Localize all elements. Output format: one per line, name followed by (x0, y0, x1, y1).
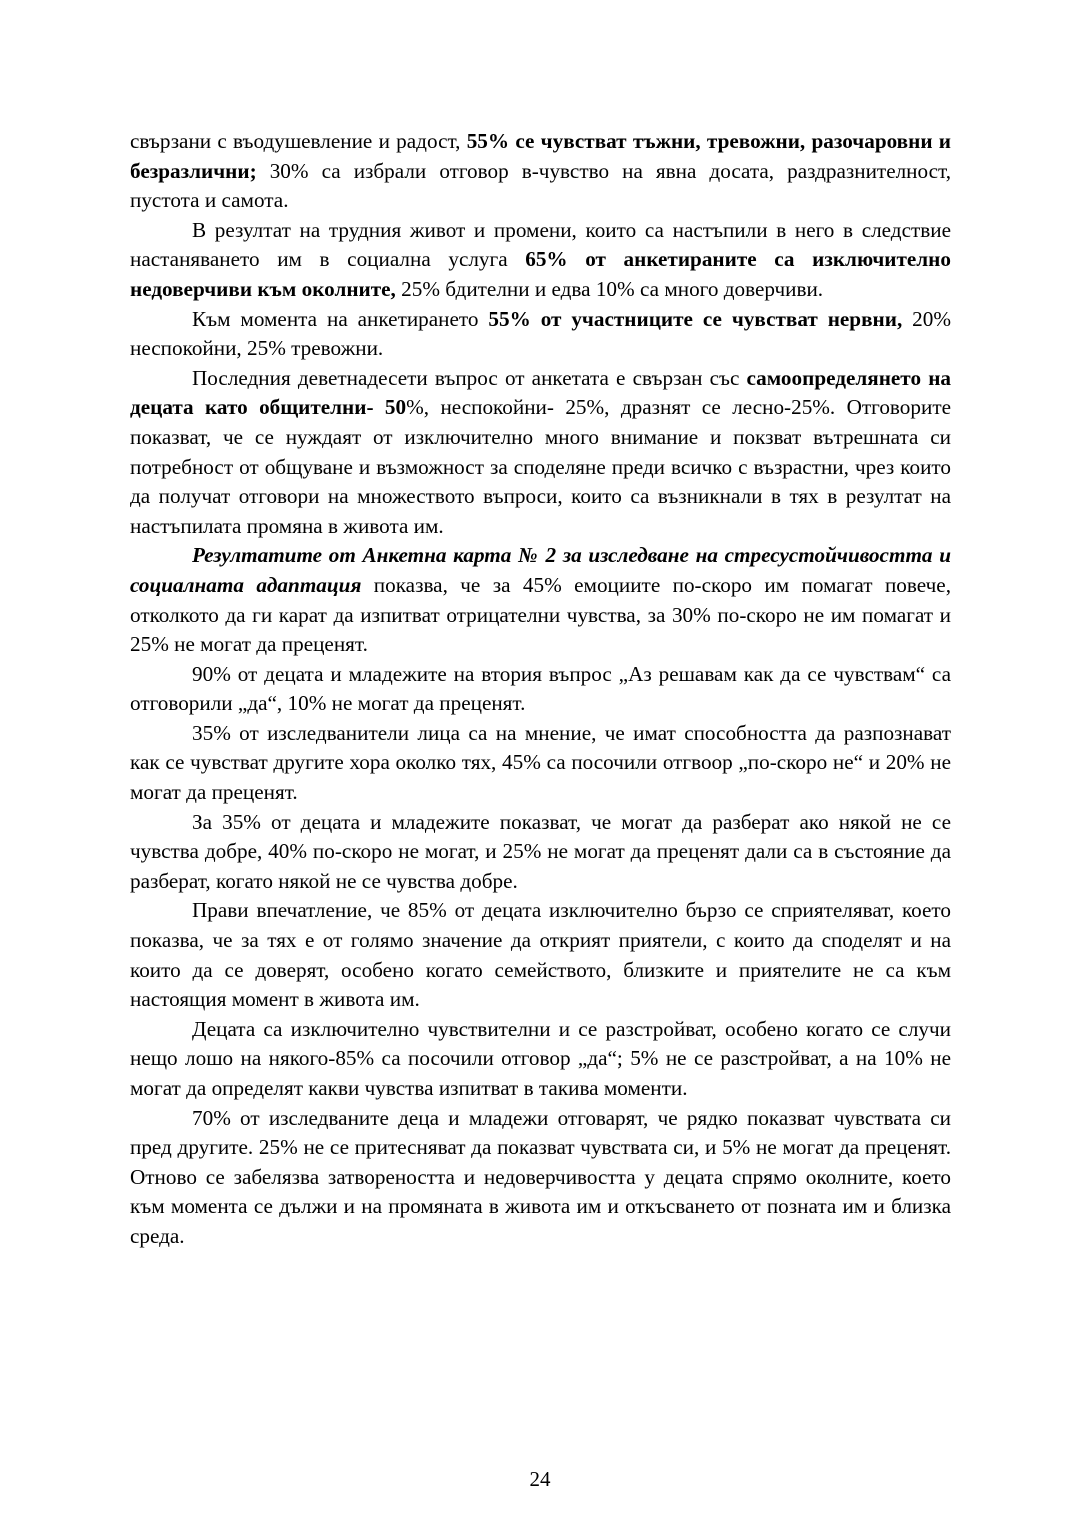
text-run: Прави впечатление, че 85% от децата изключително бързо се сприятеляват, което показва, че за тях е от голямо значение да открият приятели, с които да споделят и на които да се доверят, особено когато семейството, близките и приятелите не са към настоящия момент в живота им. (130, 898, 951, 1012)
paragraph-5 (130, 541, 951, 659)
text-run: Последния деветнадесети въпрос от анкетата е свързан със (192, 365, 747, 390)
text-run: В резултат на трудния живот и промени, които са настъпили в него в следствие настаняването им в социална услуга (130, 217, 951, 272)
page-number: 24 (529, 1467, 551, 1491)
text-run: 25% бдителни и едва 10% са много доверчиви. (395, 276, 824, 301)
text-run: 35% от изследванители лица са на мнение, че имат способността да разпознават как се чувстват другите хора околко тях, 45% са посочили отгвоор „по-скоро не“ и 20% не могат да преценят. (130, 720, 951, 805)
paragraph-2 (130, 216, 951, 305)
text-run: 30% са избрали отговор в-чувство на явна досата, раздразнителност, пустота и самота. (130, 158, 951, 213)
text-run: %, неспокойни- 25%, дразнят се лесно-25%. Отговорите показват, че се нуждаят от изключително много внимание и покзват вътрешната си потребност от общуване и възможност за споделяне преди всичко с възрастни, чрез които да получат отговори на множеството въпроси, които са възникнали в тях в резултат на настъпилата промяна в живота им. (130, 395, 951, 538)
emphasis-run: самоопределянето на децата като общителни- 50 (130, 365, 951, 420)
emphasis-run: 55% от участниците се чувстват нервни, (488, 306, 903, 331)
text-run: 70% от изследваните деца и младежи отговарят, че рядко показват чувствата си пред другите. 25% не се притесняват да показват чувствата си, и 5% не могат да преценят. Отново се забелязва затвореността и недоверчивостта у децата спрямо околните, което към момента се дължи и на промяната в живота им и откъсването от позната им и близка среда. (130, 1105, 951, 1248)
emphasis-run: 65% от анкетираните са изключително недоверчиви към околните, (130, 247, 951, 301)
text-run: показва, че за 45% емоциите по-скоро им помагат повече, отколкото да ги карат да изпитват отрицателни чувства, за 30% по-скоро не им помагат и 25% не могат да преценят. (130, 572, 951, 657)
paragraph-8 (130, 808, 951, 897)
paragraph-1 (130, 127, 951, 216)
text-run: 90% от децата и младежите на втория въпрос „Аз решавам как да се чувствам“ са отговорили „да“, 10% не могат да преценят. (130, 661, 951, 716)
paragraph-4 (130, 364, 951, 542)
heading-run: Резултатите от Анкетна карта № 2 за изследване на стресустойчивостта и социалната адаптация (130, 543, 951, 597)
text-run: свързани с въодушевление и радост, (130, 129, 467, 153)
paragraph-10 (130, 1015, 951, 1104)
text-run: 20% неспокойни, 25% тревожни. (130, 306, 952, 361)
emphasis-run: 55% се чувстват тъжни, тревожни, разочаровни и безразлични; (130, 129, 951, 183)
paragraph-6 (130, 660, 951, 719)
text-run: За 35% от децата и младежите показват, че могат да разберат ако някой не се чувства добре, 40% по-скоро не могат, и 25% не могат да прецeнят дали са в състояние да разберат, когато някой не се чувства добре. (130, 809, 951, 893)
text-run: Децата са изключително чувствителни и се разстройват, особено когато се случи нещо лошо на някого-85% са посочили отговор „да“; 5% не се разстройват, а на 10% не могат да определят какви чувства изпитват в такива моменти. (130, 1016, 951, 1100)
paragraph-7 (130, 719, 951, 808)
text-run: Към момента на анкетирането (192, 306, 489, 331)
paragraph-9 (130, 896, 951, 1014)
document-body (130, 127, 951, 1252)
paragraph-3 (130, 305, 951, 364)
paragraph-11 (130, 1104, 951, 1252)
